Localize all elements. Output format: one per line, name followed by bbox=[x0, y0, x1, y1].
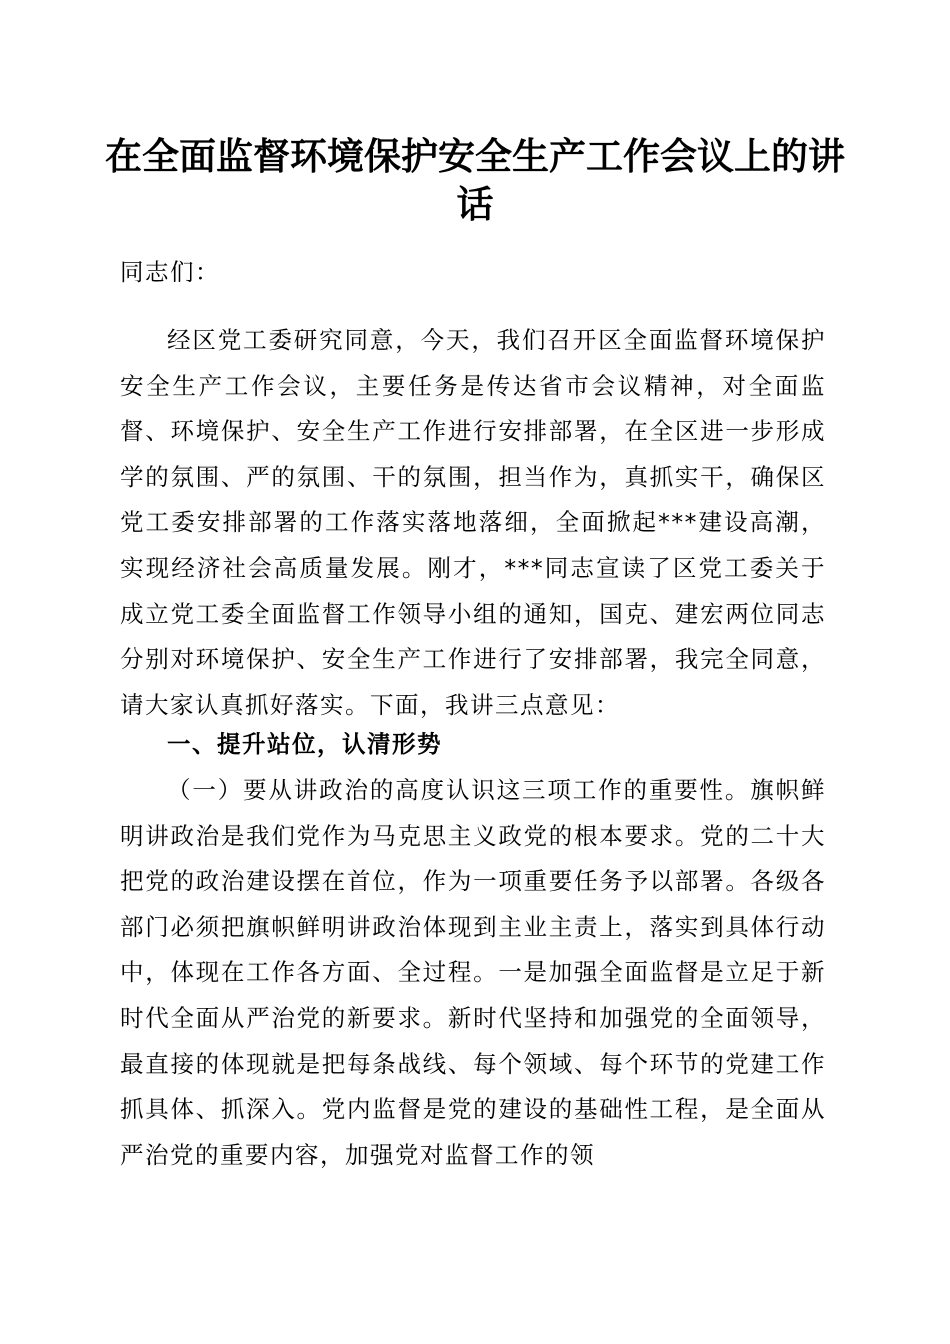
paragraph-intro: 经区党工委研究同意，今天，我们召开区全面监督环境保护安全生产工作会议，主要任务是传达省市会议精神，对全面监督、环境保护、安全生产工作进行安排部署，在全区进一步形成学的氛围、严的氛围、干的氛围，担当作为，真抓实干，确保区党工委安排部署的工作落实落地落细，全面掀起***建设高潮，实现经济社会高质量发展。刚才，***同志宣读了区党工委关于成立党工委全面监督工作领导小组的通知，国克、建宏两位同志分别对环境保护、安全生产工作进行了安排部署，我完全同意，请大家认真抓好落实。下面，我讲三点意见： bbox=[120, 326, 826, 719]
salutation: 同志们： bbox=[120, 258, 220, 286]
paragraph-section-1-1: （一）要从讲政治的高度认识这三项工作的重要性。旗帜鲜明讲政治是我们党作为马克思主义政党的根本要求。党的二十大把党的政治建设摆在首位，作为一项重要任务予以部署。各级各部门必须把旗帜鲜明讲政治体现到主业主责上，落实到具体行动中，体现在工作各方面、全过程。一是加强全面监督是立足于新时代全面从严治党的新要求。新时代坚持和加强党的全面领导，最直接的体现就是把每条战线、每个领域、每个环节的党建工作抓具体、抓深入。党内监督是党的建设的基础性工程，是全面从严治党的重要内容，加强党对监督工作的领 bbox=[120, 776, 826, 1169]
section-heading-1: 一、提升站位，认清形势 bbox=[167, 730, 442, 758]
document-title: 在全面监督环境保护安全生产工作会议上的讲话 bbox=[105, 134, 845, 226]
